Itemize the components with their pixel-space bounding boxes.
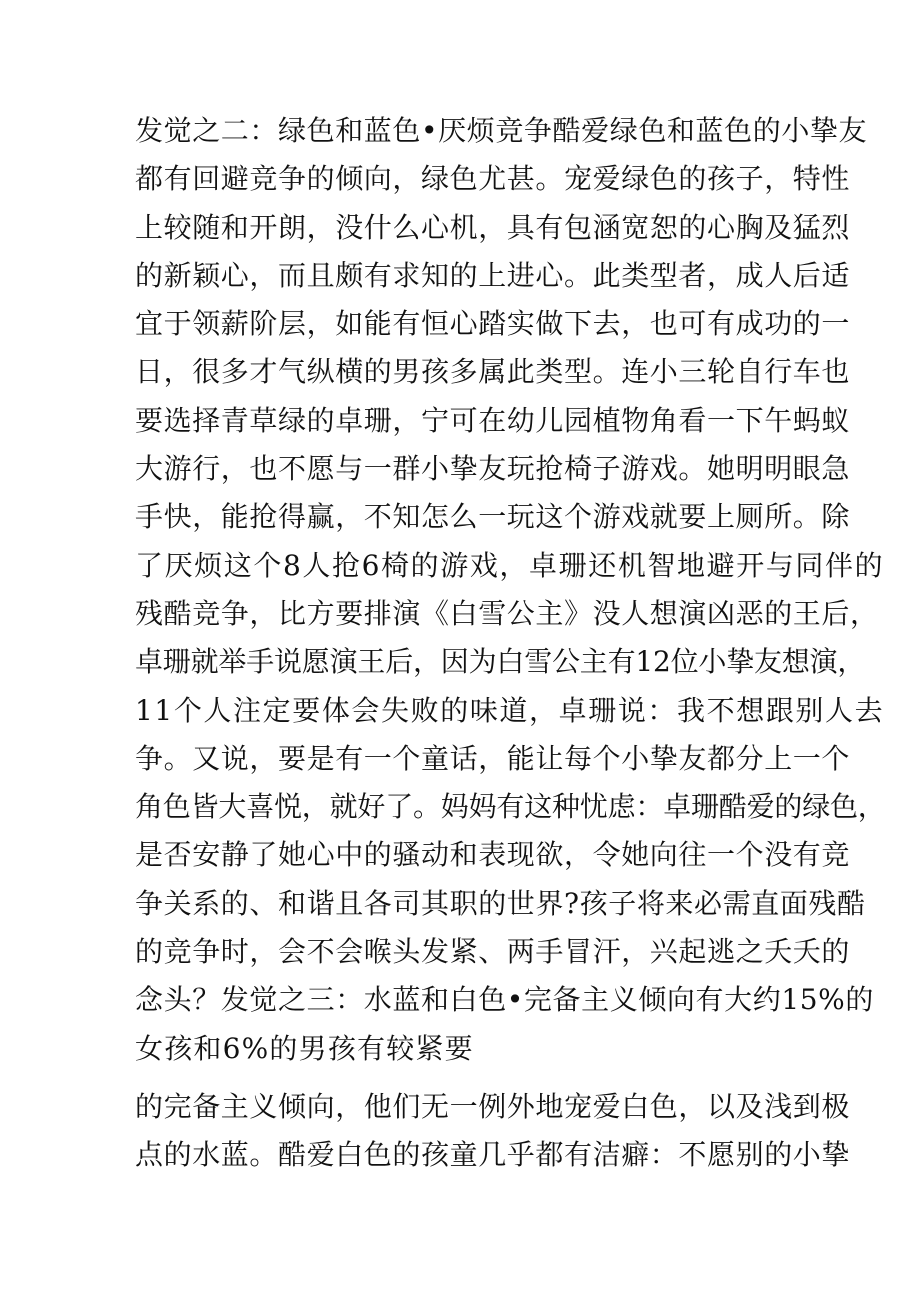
text-line: 卓珊就举手说愿演王后，因为白雪公主有12位小挚友想演， (135, 645, 866, 679)
text-line: 争。又说，要是有一个童话，能让每个小挚友都分上一个 (135, 741, 851, 775)
text-line: 的完备主义倾向，他们无一例外地宠爱白色，以及浅到极 (135, 1089, 851, 1123)
text-line: 的竞争时，会不会喉头发紧、两手冒汗，兴起逃之夭夭的 (135, 935, 851, 969)
text-line: 了厌烦这个8人抢6椅的游戏，卓珊还机智地避开与同伴的 (135, 548, 885, 582)
text-line: 上较随和开朗，没什么心机，具有包涵宽恕的心胸及猛烈 (135, 210, 851, 244)
text-line: 念头？发觉之三：水蓝和白色•完备主义倾向有大约15%的 (135, 983, 874, 1017)
text-line: 残酷竞争，比方要排演《白雪公主》没人想演凶恶的王后， (135, 596, 879, 630)
text-line: 点的水蓝。酷爱白色的孩童几乎都有洁癖：不愿别的小挚 (135, 1138, 851, 1172)
text-line: 手快，能抢得赢，不知怎么一玩这个游戏就要上厕所。除 (135, 500, 851, 534)
body-text (135, 107, 886, 1180)
text-line: 角色皆大喜悦，就好了。妈妈有这种忧虑：卓珊酷爱的绿色， (135, 790, 886, 824)
text-line: 大游行，也不愿与一群小挚友玩抢椅子游戏。她明明眼急 (135, 452, 851, 486)
text-line: 都有回避竞争的倾向，绿色尤甚。宠爱绿色的孩子，特性 (135, 162, 851, 196)
paragraph-gap (135, 1073, 815, 1083)
text-line: 11个人注定要体会失败的味道，卓珊说：我不想跟别人去 (135, 693, 885, 727)
text-line: 日，很多才气纵横的男孩多属此类型。连小三轮自行车也 (135, 355, 851, 389)
text-line: 宜于领薪阶层，如能有恒心踏实做下去，也可有成功的一 (135, 307, 851, 341)
text-line: 是否安静了她心中的骚动和表现欲，令她向往一个没有竞 (135, 838, 851, 872)
text-line: 要选择青草绿的卓珊，宁可在幼儿园植物角看一下午蚂蚁 (135, 403, 851, 437)
text-line: 的新颖心，而且颇有求知的上进心。此类型者，成人后适 (135, 258, 851, 292)
text-line: 女孩和6%的男孩有较紧要 (135, 1031, 474, 1065)
text-line: 争关系的、和谐且各司其职的世界?孩子将来必需直面残酷 (135, 886, 866, 920)
text-line: 发觉之二：绿色和蓝色•厌烦竞争酷爱绿色和蓝色的小挚友 (135, 114, 868, 147)
